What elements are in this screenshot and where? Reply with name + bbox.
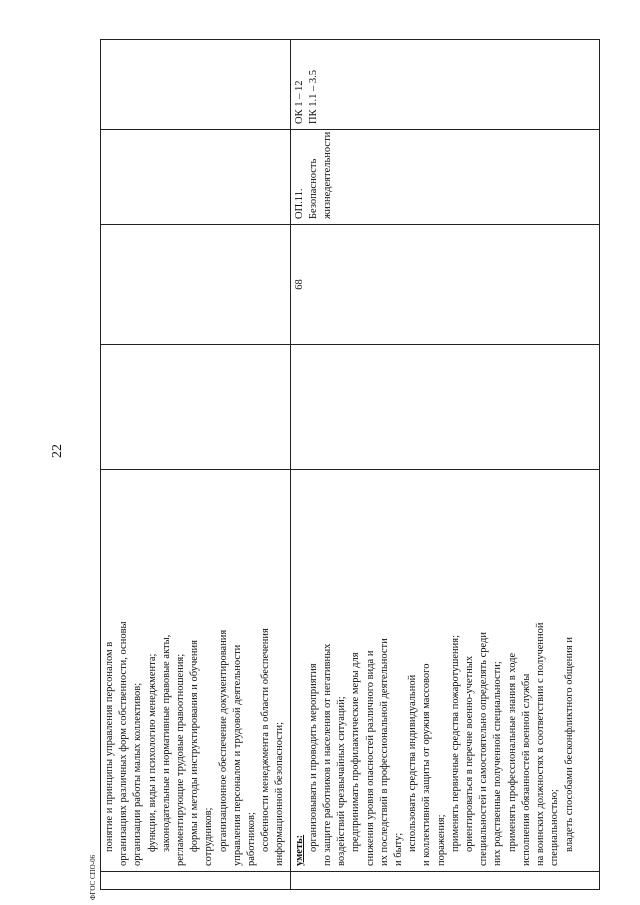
text-line: формы и методы инструктирования и обучения — [189, 640, 201, 852]
text-line: особенности менеджмента в области обеспечения — [260, 628, 272, 852]
footer-code: ФГОС СПО-06 — [89, 854, 97, 900]
cell-knowledge-list — [101, 470, 291, 872]
discipline-code: ОП.11. — [293, 188, 305, 219]
text-line: и коллективной защиты от оружия массового — [421, 663, 433, 866]
text-line: них родственные полученной специальности; — [492, 661, 504, 866]
competency-ok: ОК 1 – 12 — [293, 80, 305, 124]
cell-hours-max-2 — [290, 345, 599, 470]
cell-hours-max-1 — [101, 345, 291, 470]
table-container — [100, 40, 600, 890]
text-line: на воинских должностях в соответствии с полученной — [535, 622, 547, 866]
cell-skills-list — [290, 470, 599, 872]
discipline-name: Безопасность — [307, 158, 319, 219]
text-line: законодательные и нормативные правовые акты, — [160, 634, 172, 852]
text-line: ориентироваться в перечне военно-учетных — [464, 655, 476, 852]
curriculum-table — [100, 39, 600, 890]
text-line: специальностью; — [549, 789, 561, 866]
discipline-name: жизнедеятельности — [322, 131, 334, 219]
skills-heading: уметь: — [293, 834, 305, 866]
text-line: владеть способами бесконфликтного общения и — [563, 637, 575, 852]
text-line: и быту; — [393, 832, 405, 866]
text-line: организационное обеспечение документирования — [217, 629, 229, 852]
text-line: понятие и принципы управления персоналом в — [104, 641, 115, 852]
cell-discipline-2 — [290, 130, 599, 225]
text-line: применять профессиональные знания в ходе — [506, 652, 518, 852]
text-line: регламентирующие трудовые правоотношения; — [175, 653, 187, 866]
text-line: организации работы малых коллективов; — [132, 682, 144, 866]
text-line: организовывать и проводить мероприятия — [307, 663, 319, 852]
cell-hours-obligatory-1 — [101, 225, 291, 345]
text-line: управления персоналом и трудовой деятельности — [231, 644, 243, 866]
cell-competencies-2 — [290, 40, 599, 130]
text-line: использовать средства индивидуальной — [407, 674, 419, 852]
hours-value: 68 — [293, 279, 305, 290]
text-line: сотрудников; — [203, 807, 215, 866]
cell-index-2 — [290, 872, 599, 890]
text-line: исполнения обязанностей военной службы — [520, 673, 532, 866]
cell-competencies-1 — [101, 40, 291, 130]
cell-discipline-1 — [101, 130, 291, 225]
text-line: применять первичные средства пожаротушения; — [449, 634, 461, 852]
text-line: снижения уровня опасностей различного вида и — [364, 650, 376, 866]
cell-index-1 — [101, 872, 291, 890]
text-line: воздействий чрезвычайных ситуаций; — [336, 696, 348, 866]
page-number: 22 — [50, 444, 65, 458]
text-line: организациях различных форм собственности, основы — [118, 621, 130, 866]
text-line: работников; — [246, 812, 258, 866]
text-line: поражения; — [435, 814, 447, 866]
cell-hours-obligatory-2 — [290, 225, 599, 345]
text-line: их последствий в профессиональной деятельности — [378, 638, 390, 866]
text-line: предпринимать профилактические меры для — [350, 652, 362, 852]
text-line: информационной безопасности; — [274, 721, 286, 866]
table-row-knowledge — [101, 40, 291, 890]
text-line: специальностей и самостоятельно определять среди — [478, 632, 490, 866]
rotated-table-frame — [100, 40, 600, 890]
text-line: по защите работников и населения от негативных — [322, 643, 334, 866]
competency-pk: ПК 1.1 – 3.5 — [307, 70, 319, 124]
text-line: функции, виды и психологию менеджмента; — [146, 653, 158, 852]
table-row-skills — [290, 40, 599, 890]
